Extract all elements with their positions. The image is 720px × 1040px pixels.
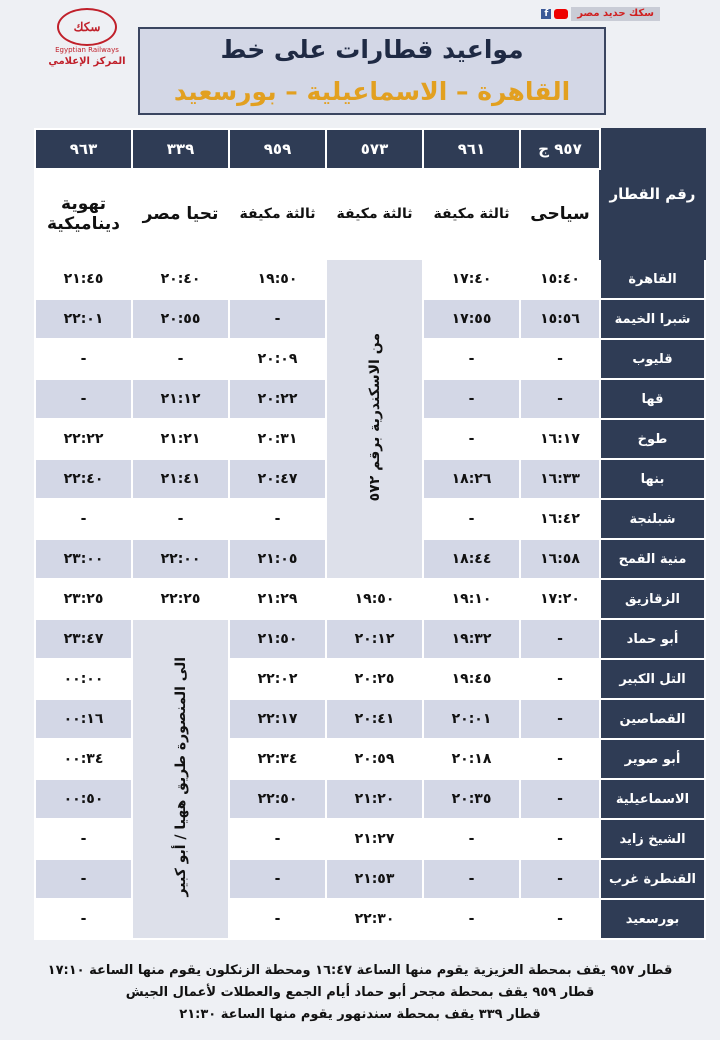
time-cell: - — [423, 499, 520, 539]
table-row — [35, 259, 705, 299]
train-number: ٩٥٧ ج — [520, 129, 600, 169]
time-cell: ١٩:٥٠ — [326, 579, 423, 619]
time-cell: - — [520, 779, 600, 819]
time-cell: ١٩:٤٥ — [423, 659, 520, 699]
train-type: سياحى — [520, 169, 600, 259]
train-number: ٥٧٣ — [326, 129, 423, 169]
station-name: القصاصين — [600, 699, 705, 739]
time-cell: - — [520, 819, 600, 859]
footnote: قطار ٩٥٧ يقف بمحطة العزيزية يقوم منها الساعة ١٦:٤٧ ومحطة الزنكلون يقوم منها الساعة ١٧:١٠ — [47, 963, 673, 978]
time-cell: - — [35, 859, 132, 899]
time-cell: - — [520, 379, 600, 419]
time-cell: - — [132, 499, 229, 539]
time-cell: ٢٢:١٧ — [229, 699, 326, 739]
time-cell: - — [35, 819, 132, 859]
time-cell: ٠٠:٥٠ — [35, 779, 132, 819]
time-cell: ٢٢:٥٠ — [229, 779, 326, 819]
time-cell: ١٦:٥٨ — [520, 539, 600, 579]
time-cell: ٢٢:٣٠ — [326, 899, 423, 939]
time-cell: ١٦:٤٢ — [520, 499, 600, 539]
time-cell: - — [229, 859, 326, 899]
time-cell: - — [132, 339, 229, 379]
page-title: مواعيد قطارات على خط — [220, 35, 524, 64]
time-cell: - — [520, 659, 600, 699]
train-number-row — [35, 129, 705, 169]
station-name: بنها — [600, 459, 705, 499]
time-cell: ٢٠:٢٢ — [229, 379, 326, 419]
station-name: القنطرة غرب — [600, 859, 705, 899]
time-cell: - — [423, 379, 520, 419]
time-cell: - — [520, 859, 600, 899]
station-name: التل الكبير — [600, 659, 705, 699]
route-subtitle: القاهرة – الاسماعيلية – بورسعيد — [173, 77, 571, 106]
time-cell: - — [423, 419, 520, 459]
time-cell: ٢١:٢٧ — [326, 819, 423, 859]
time-cell: ٢٢:٣٤ — [229, 739, 326, 779]
time-cell: - — [520, 699, 600, 739]
time-cell: ١٦:١٧ — [520, 419, 600, 459]
time-cell: ١٨:٤٤ — [423, 539, 520, 579]
time-cell: ٢٢:٢٢ — [35, 419, 132, 459]
time-cell: - — [423, 819, 520, 859]
time-cell: ٢٠:٤٠ — [132, 259, 229, 299]
time-cell: ٢٠:٢٥ — [326, 659, 423, 699]
station-name: قليوب — [600, 339, 705, 379]
time-cell: ٢١:٤١ — [132, 459, 229, 499]
logo-subtitle: Egyptian Railways — [55, 46, 119, 54]
footnote: قطار ٣٣٩ يقف بمحطة سندنهور يقوم منها الساعة ٢١:٣٠ — [179, 1007, 541, 1022]
time-cell: ٢٠:٠١ — [423, 699, 520, 739]
table-row — [35, 579, 705, 619]
time-cell: ٢٠:١٢ — [326, 619, 423, 659]
note-to-mansoura: الى المنصورة طريق ههيا / أبو كبير — [172, 657, 189, 897]
time-cell: - — [423, 859, 520, 899]
train-number: ٩٦١ — [423, 129, 520, 169]
train-number: ٩٥٩ — [229, 129, 326, 169]
time-cell: ٢٣:٢٥ — [35, 579, 132, 619]
train-type: تهوية ديناميكية — [35, 169, 132, 259]
time-cell: ٢١:٠٥ — [229, 539, 326, 579]
footnotes — [30, 960, 690, 1026]
time-cell: ٠٠:٠٠ — [35, 659, 132, 699]
time-cell: ٠٠:١٦ — [35, 699, 132, 739]
station-name: شبرا الخيمة — [600, 299, 705, 339]
time-cell: - — [35, 339, 132, 379]
time-cell: ٢٠:٤١ — [326, 699, 423, 739]
station-name: طوخ — [600, 419, 705, 459]
time-cell: ١٧:٢٠ — [520, 579, 600, 619]
time-cell: ١٨:٢٦ — [423, 459, 520, 499]
time-cell: - — [520, 619, 600, 659]
train-type: تحيا مصر — [132, 169, 229, 259]
timetable — [34, 128, 706, 940]
time-cell: ٢٠:٥٥ — [132, 299, 229, 339]
footnote: قطار ٩٥٩ يقف بمحطة مجحر أبو حماد أيام الجمع والعطلات لأعمال الجيش — [125, 985, 595, 1000]
station-name: الشيخ زايد — [600, 819, 705, 859]
media-center-label: المركز الإعلامي — [48, 56, 126, 67]
time-cell: ٢٢:٤٠ — [35, 459, 132, 499]
time-cell: ١٩:٥٠ — [229, 259, 326, 299]
time-cell: - — [35, 499, 132, 539]
merged-note-573 — [326, 259, 423, 579]
station-name: شبلنجة — [600, 499, 705, 539]
time-cell: - — [35, 379, 132, 419]
time-cell: ٢٢:٠٠ — [132, 539, 229, 579]
station-name: الزقازيق — [600, 579, 705, 619]
train-type: ثالثة مكيفة — [326, 169, 423, 259]
time-cell: ٢١:٢١ — [132, 419, 229, 459]
time-cell: - — [520, 899, 600, 939]
time-cell: - — [229, 819, 326, 859]
facebook-icon: f — [541, 9, 551, 19]
station-name: قها — [600, 379, 705, 419]
time-cell: - — [520, 339, 600, 379]
train-number: ٩٦٣ — [35, 129, 132, 169]
time-cell: ١٩:٣٢ — [423, 619, 520, 659]
time-cell: ٠٠:٣٤ — [35, 739, 132, 779]
time-cell: - — [229, 499, 326, 539]
merged-note-339 — [132, 619, 229, 939]
time-cell: - — [229, 299, 326, 339]
time-cell: ٢١:١٢ — [132, 379, 229, 419]
train-type: ثالثة مكيفة — [229, 169, 326, 259]
title-box — [138, 27, 606, 115]
train-type: ثالثة مكيفة — [423, 169, 520, 259]
time-cell: - — [423, 899, 520, 939]
time-cell: ٢١:٥٠ — [229, 619, 326, 659]
time-cell: ١٧:٤٠ — [423, 259, 520, 299]
time-cell: - — [520, 739, 600, 779]
time-cell: ٢١:٢٠ — [326, 779, 423, 819]
station-name: أبو صوير — [600, 739, 705, 779]
social-bar — [500, 7, 660, 21]
time-cell: ١٧:٥٥ — [423, 299, 520, 339]
time-cell: ٢١:٤٥ — [35, 259, 132, 299]
time-cell: ١٥:٥٦ — [520, 299, 600, 339]
train-number-header: رقم القطار — [600, 129, 705, 259]
station-name: الاسماعيلية — [600, 779, 705, 819]
egyptian-railways-logo — [44, 8, 130, 70]
time-cell: ٢٠:٤٧ — [229, 459, 326, 499]
station-name: القاهرة — [600, 259, 705, 299]
logo-mark: سكك — [57, 8, 117, 46]
table-row — [35, 619, 705, 659]
time-cell: ٢٢:٠١ — [35, 299, 132, 339]
social-account-name: سكك حديد مصر — [571, 7, 660, 21]
time-cell: ١٦:٣٣ — [520, 459, 600, 499]
time-cell: ١٩:١٠ — [423, 579, 520, 619]
time-cell: ٢٠:٥٩ — [326, 739, 423, 779]
train-number: ٣٣٩ — [132, 129, 229, 169]
station-name: بورسعيد — [600, 899, 705, 939]
time-cell: ٢١:٢٩ — [229, 579, 326, 619]
time-cell: ٢٠:٣١ — [229, 419, 326, 459]
time-cell: ٢٠:٣٥ — [423, 779, 520, 819]
time-cell: ١٥:٤٠ — [520, 259, 600, 299]
time-cell: ٢٢:٢٥ — [132, 579, 229, 619]
station-name: منية القمح — [600, 539, 705, 579]
station-name: أبو حماد — [600, 619, 705, 659]
time-cell: - — [423, 339, 520, 379]
time-cell: ٢٣:٤٧ — [35, 619, 132, 659]
time-cell: - — [35, 899, 132, 939]
time-cell: - — [229, 899, 326, 939]
time-cell: ٢٢:٠٢ — [229, 659, 326, 699]
time-cell: ٢١:٥٣ — [326, 859, 423, 899]
youtube-icon — [554, 9, 568, 19]
time-cell: ٢٠:٠٩ — [229, 339, 326, 379]
time-cell: ٢٠:١٨ — [423, 739, 520, 779]
note-from-alexandria: من الاسكندرية برقم ٥٧٢ — [366, 332, 383, 502]
time-cell: ٢٣:٠٠ — [35, 539, 132, 579]
